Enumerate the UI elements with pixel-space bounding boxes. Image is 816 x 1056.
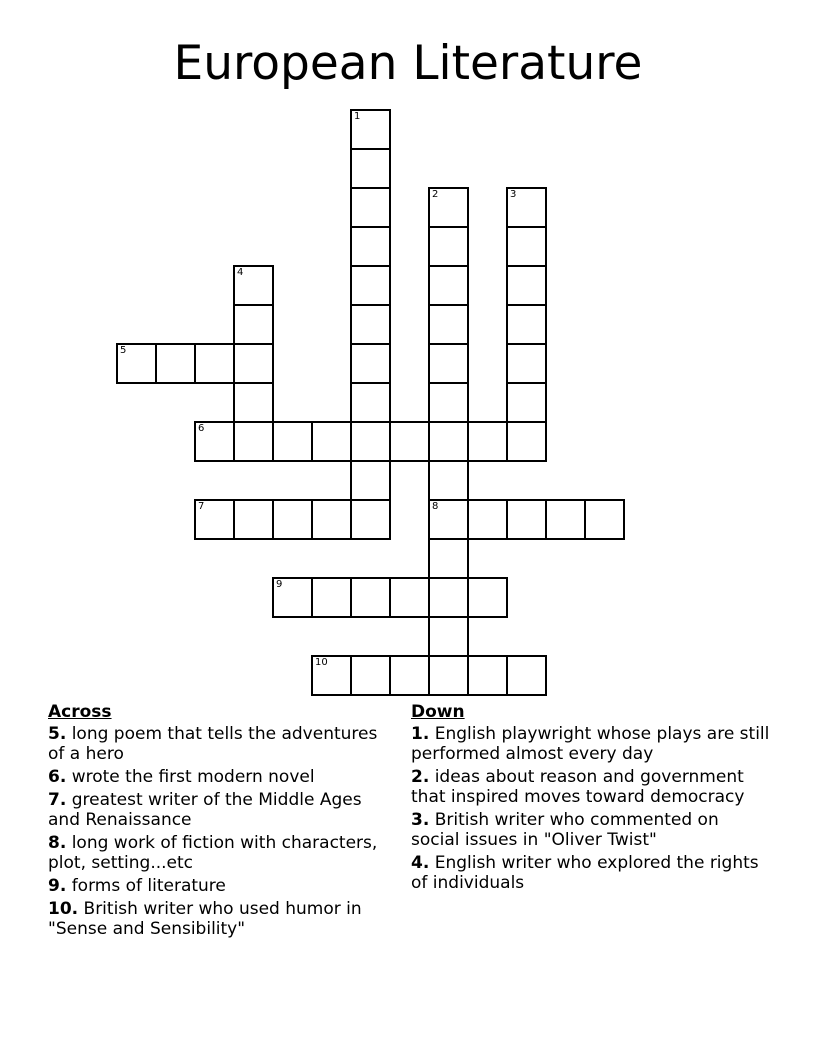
- grid-cell[interactable]: [545, 499, 586, 540]
- grid-cell[interactable]: [350, 226, 391, 267]
- grid-cell[interactable]: [233, 499, 274, 540]
- down-clues: [411, 702, 771, 896]
- grid-cell[interactable]: [467, 577, 508, 618]
- grid-cell[interactable]: [428, 343, 469, 384]
- clue-text: ideas about reason and government that inspired moves toward democracy: [411, 767, 745, 807]
- grid-cell[interactable]: [350, 499, 391, 540]
- grid-cell[interactable]: [350, 382, 391, 423]
- clue-number: 6: [198, 423, 205, 434]
- grid-cell[interactable]: [233, 343, 274, 384]
- clue-number: 1.: [411, 724, 430, 744]
- grid-cell[interactable]: [311, 655, 352, 696]
- grid-cell[interactable]: [350, 421, 391, 462]
- clue-text: wrote the first modern novel: [66, 767, 315, 787]
- clue-number: 8: [432, 501, 439, 512]
- clue-number: 10: [315, 657, 328, 668]
- across-clue: [48, 876, 398, 896]
- across-clues: [48, 702, 398, 942]
- grid-cell[interactable]: [428, 421, 469, 462]
- grid-cell[interactable]: [116, 343, 157, 384]
- across-clue: [48, 833, 398, 873]
- across-clue: [48, 724, 398, 764]
- grid-cell[interactable]: [467, 499, 508, 540]
- across-clue: [48, 790, 398, 830]
- clue-number: 7: [198, 501, 205, 512]
- grid-cell[interactable]: [272, 577, 313, 618]
- grid-cell[interactable]: [428, 655, 469, 696]
- grid-cell[interactable]: [428, 304, 469, 345]
- grid-cell[interactable]: [506, 187, 547, 228]
- clue-number: 6.: [48, 767, 67, 787]
- grid-cell[interactable]: [506, 265, 547, 306]
- grid-cell[interactable]: [506, 343, 547, 384]
- grid-cell[interactable]: [428, 616, 469, 657]
- down-clue: [411, 767, 771, 807]
- grid-cell[interactable]: [428, 226, 469, 267]
- clue-number: 7.: [48, 790, 67, 810]
- clue-number: 5: [120, 345, 127, 356]
- across-clue: [48, 767, 398, 787]
- grid-cell[interactable]: [506, 226, 547, 267]
- down-clue: [411, 724, 771, 764]
- grid-cell[interactable]: [350, 577, 391, 618]
- clue-number: 1: [354, 111, 361, 122]
- clue-text: English playwright whose plays are still performed almost every day: [411, 724, 770, 764]
- grid-cell[interactable]: [233, 421, 274, 462]
- grid-cell[interactable]: [194, 343, 235, 384]
- grid-cell[interactable]: [311, 421, 352, 462]
- clue-number: 2.: [411, 767, 430, 787]
- grid-cell[interactable]: [506, 499, 547, 540]
- grid-cell[interactable]: [389, 577, 430, 618]
- grid-cell[interactable]: [350, 304, 391, 345]
- clue-number: 4.: [411, 853, 430, 873]
- across-heading: Across: [48, 702, 112, 722]
- grid-cell[interactable]: [584, 499, 625, 540]
- grid-cell[interactable]: [194, 421, 235, 462]
- clue-number: 9: [276, 579, 283, 590]
- grid-cell[interactable]: [233, 265, 274, 306]
- clue-number: 9.: [48, 876, 67, 896]
- grid-cell[interactable]: [350, 187, 391, 228]
- grid-cell[interactable]: [428, 577, 469, 618]
- clue-text: British writer who commented on social issues in "Oliver Twist": [411, 810, 719, 850]
- across-clue: [48, 899, 398, 939]
- clue-number: 5.: [48, 724, 67, 744]
- down-clue: [411, 810, 771, 850]
- grid-cell[interactable]: [428, 265, 469, 306]
- grid-cell[interactable]: [350, 655, 391, 696]
- clue-number: 8.: [48, 833, 67, 853]
- grid-cell[interactable]: [233, 382, 274, 423]
- down-heading: Down: [411, 702, 465, 722]
- grid-cell[interactable]: [428, 538, 469, 579]
- clue-text: greatest writer of the Middle Ages and Renaissance: [48, 790, 362, 830]
- grid-cell[interactable]: [272, 499, 313, 540]
- grid-cell[interactable]: [311, 577, 352, 618]
- grid-cell[interactable]: [389, 421, 430, 462]
- grid-cell[interactable]: [506, 421, 547, 462]
- grid-cell[interactable]: [350, 460, 391, 501]
- grid-cell[interactable]: [506, 304, 547, 345]
- clue-number: 10.: [48, 899, 79, 919]
- clue-text: long poem that tells the adventures of a hero: [48, 724, 378, 764]
- clue-number: 2: [432, 189, 439, 200]
- grid-cell[interactable]: [272, 421, 313, 462]
- grid-cell[interactable]: [155, 343, 196, 384]
- clue-text: long work of fiction with characters, plot, setting...etc: [48, 833, 378, 873]
- grid-cell[interactable]: [311, 499, 352, 540]
- down-clue: [411, 853, 771, 893]
- grid-cell[interactable]: [233, 304, 274, 345]
- grid-cell[interactable]: [350, 343, 391, 384]
- clue-number: 3: [510, 189, 517, 200]
- grid-cell[interactable]: [389, 655, 430, 696]
- clue-text: British writer who used humor in "Sense and Sensibility": [48, 899, 362, 939]
- grid-cell[interactable]: [350, 265, 391, 306]
- grid-cell[interactable]: [428, 187, 469, 228]
- clue-text: English writer who explored the rights of individuals: [411, 853, 759, 893]
- grid-cell[interactable]: [506, 382, 547, 423]
- grid-cell[interactable]: [350, 109, 391, 150]
- puzzle-title: European Literature: [173, 36, 643, 91]
- clue-number: 4: [237, 267, 244, 278]
- grid-cell[interactable]: [428, 499, 469, 540]
- grid-cell[interactable]: [467, 655, 508, 696]
- grid-cell[interactable]: [194, 499, 235, 540]
- grid-cell[interactable]: [506, 655, 547, 696]
- grid-cell[interactable]: [350, 148, 391, 189]
- grid-cell[interactable]: [428, 460, 469, 501]
- grid-cell[interactable]: [428, 382, 469, 423]
- clue-text: forms of literature: [66, 876, 226, 896]
- grid-cell[interactable]: [467, 421, 508, 462]
- clue-number: 3.: [411, 810, 430, 830]
